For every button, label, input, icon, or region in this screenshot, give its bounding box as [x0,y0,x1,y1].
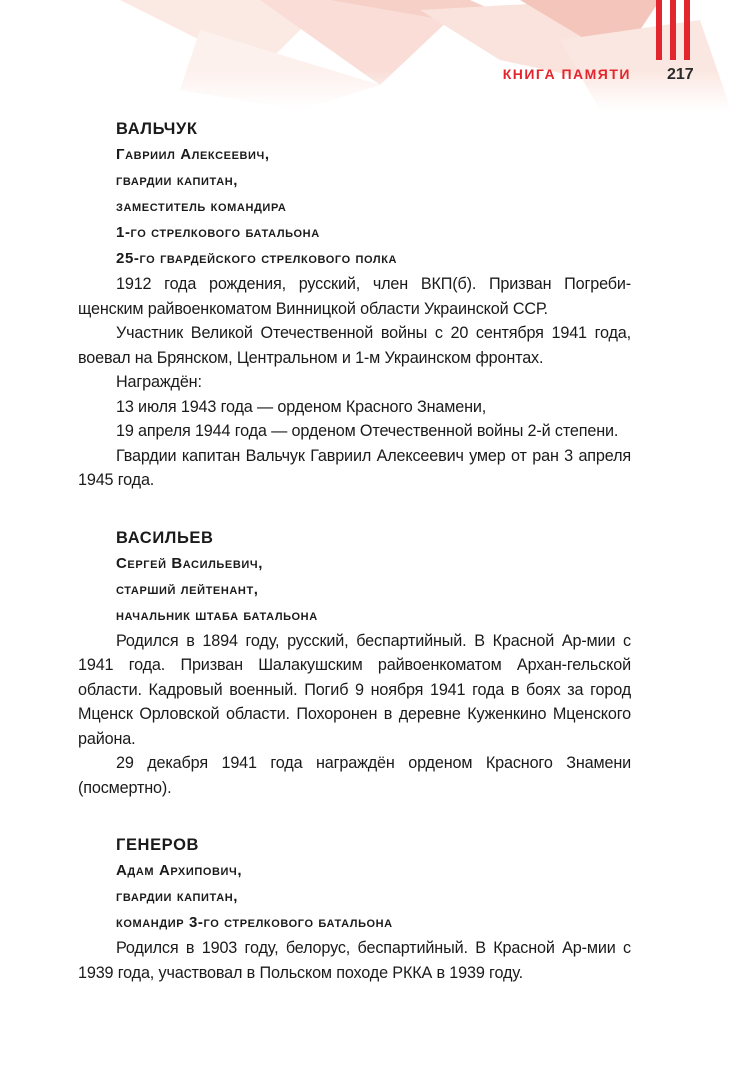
entry-surname: ВАСИЛЬЕВ [116,528,214,547]
entry-paragraph: Родился в 1894 году, русский, беспартийный. В Красной Ар-мии с 1941 года. Призван Шалакушским райвоенкоматом Архан-гельской области. Кадровый военный. Погиб 9 ноября 1941 года в боях за город Мценск Орловской области. Похоронен в деревне Куженкино Мценского района. [78,631,631,748]
entry-name: Гавриил Алексеевич, [116,146,270,163]
memorial-entry [78,116,631,493]
entry-paragraph: 13 июля 1943 года — орденом Красного Знамени, [116,397,487,416]
entry-name: Сергей Васильевич, [116,554,264,572]
entry-surname: ГЕНЕРОВ [116,836,200,854]
entry-name: Адам Архипович, [116,862,243,879]
entry-paragraph: 1912 года рождения, русский, член ВКП(б). Призван Погреби-щенским райвоенкоматом Винницкой области Украинской ССР. [78,275,631,318]
entry-paragraph: Участник Великой Отечественной войны с 20 сентября 1941 года, воевал на Брянском, Центральном и 1-м Украинском фронтах. [78,324,631,367]
entry-paragraph: Родился в 1903 году, белорус, беспартийный. В Красной Ар-мии с 1939 года, участвовал в Польском походе РККА в 1939 году. [78,939,631,982]
entry-position: 1-го стрелкового батальона [116,224,320,241]
entry-paragraph: 19 апреля 1944 года — орденом Отечественной войны 2-й степени. [116,422,619,440]
page-content [78,116,631,1017]
memorial-entry [78,832,631,985]
running-head: КНИГА ПАМЯТИ [502,66,631,82]
entry-paragraph: 29 декабря 1941 года награждён орденом Красного Знамени (посмертно). [78,754,631,797]
entry-rank: старший лейтенант, [116,580,259,598]
header-background [0,0,731,110]
entry-position: заместитель командира [116,198,287,215]
entry-position: командир 3-го стрелкового батальона [116,914,393,931]
entry-position: начальник штаба батальона [116,606,318,624]
entry-position: 25-го гвардейского стрелкового полка [116,250,398,267]
entry-rank: гвардии капитан, [116,888,239,905]
entry-surname: ВАЛЬЧУК [116,120,198,138]
memorial-entry [78,525,631,801]
entry-paragraph: Награждён: [116,373,202,391]
decorative-header-pattern [0,0,731,110]
entry-rank: гвардии капитан, [116,172,239,189]
entry-paragraph: Гвардии капитан Вальчук Гавриил Алексеевич умер от ран 3 апреля 1945 года. [78,446,631,489]
page-number: 217 [667,66,694,83]
